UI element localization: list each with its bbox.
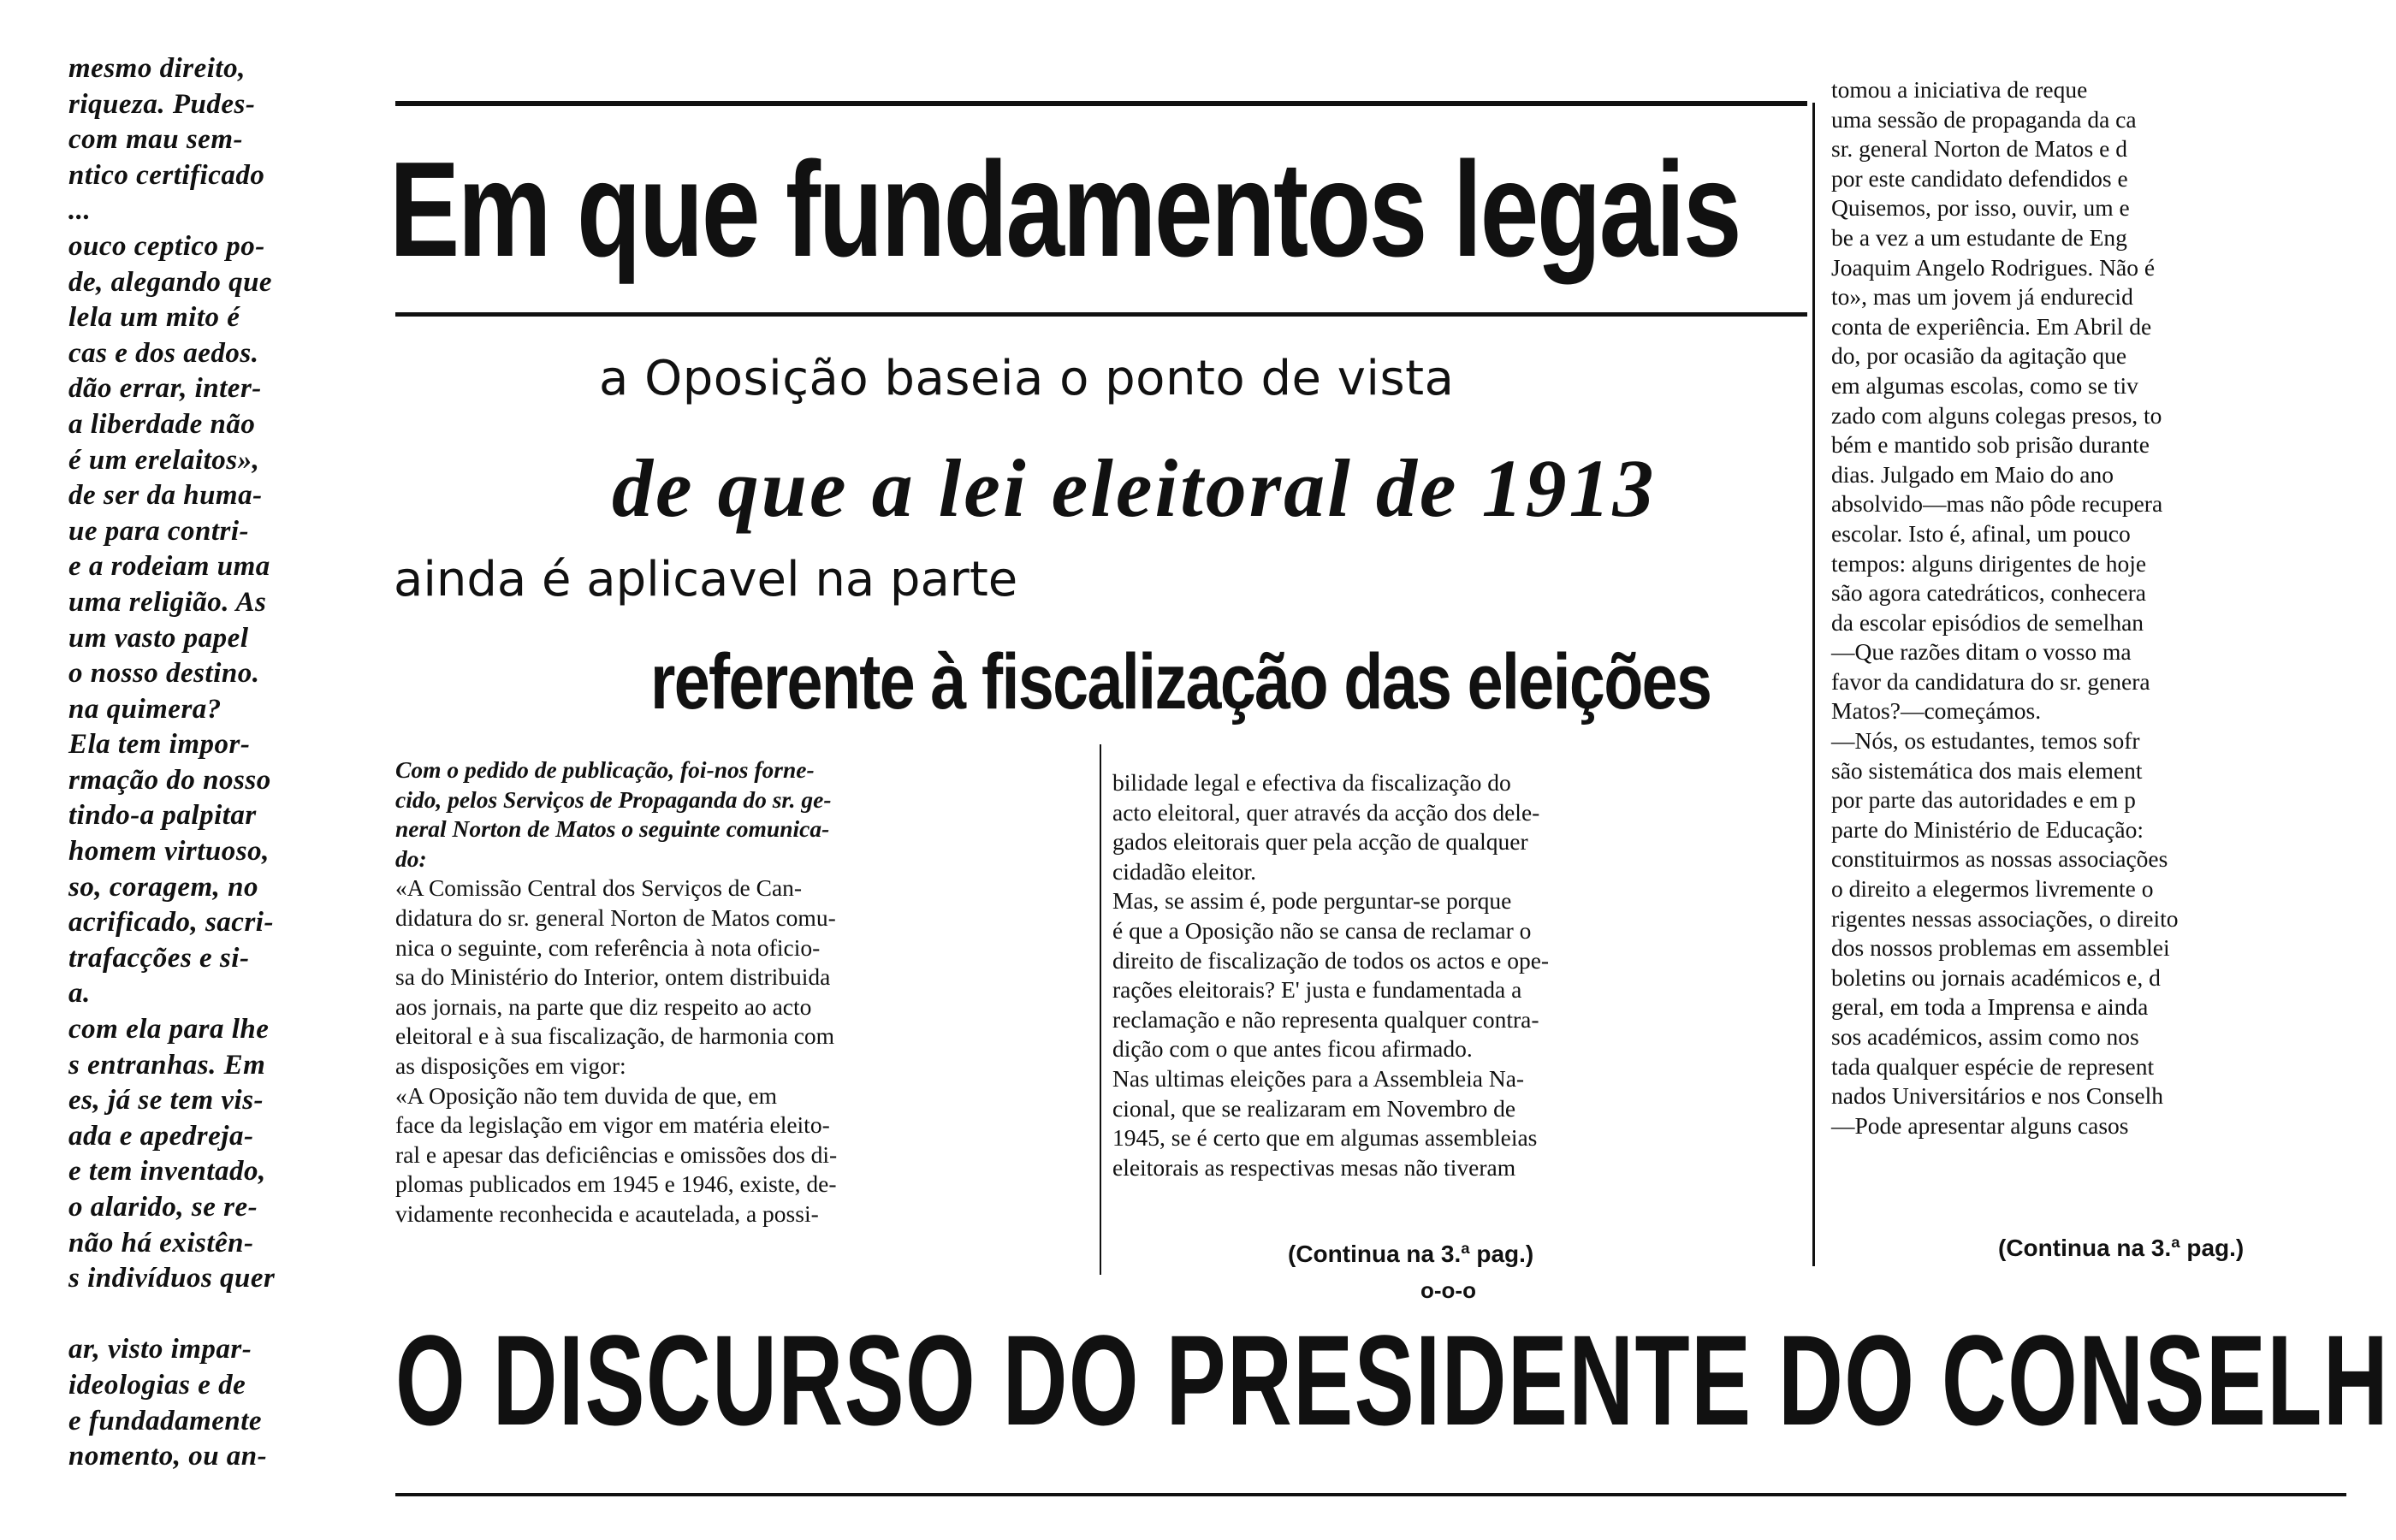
article-line: vidamente reconhecida e acautelada, a possi- — [395, 1199, 819, 1227]
left-column-line: é um erelaitos», — [68, 444, 260, 476]
right-column-line: be a vez a um estudante de Eng — [1831, 223, 2127, 251]
right-column-line: da escolar episódios de semelhan — [1831, 608, 2144, 636]
left-column-line: de ser da huma- — [68, 480, 263, 512]
article-line: eleitorais as respectivas mesas não tiveram — [1112, 1153, 1516, 1181]
continues-label-center: (Continua na 3.ª pag.) — [1288, 1241, 1534, 1267]
article-line: gados eleitorais quer pela acção de qualquer — [1112, 828, 1528, 856]
article-body-a — [395, 874, 1093, 1229]
intro-line: neral Norton de Matos o seguinte comunica- — [395, 815, 830, 843]
deck-line-3: ainda é aplicavel na parte — [394, 552, 1018, 607]
left-column-line: homem virtuoso, — [68, 836, 270, 868]
right-column-line: dias. Julgado em Maio do ano — [1831, 460, 2114, 488]
right-column-line: escolar. Isto é, afinal, um pouco — [1831, 519, 2131, 547]
article-line: nica o seguinte, com referência à nota oficio- — [395, 933, 821, 961]
left-column-line: ntico certificado — [68, 159, 265, 191]
left-column-line: e tem inventado, — [68, 1156, 266, 1188]
left-column-line: a. — [68, 978, 91, 1010]
left-column-line: ouco ceptico po- — [68, 230, 265, 262]
article-line: direito de fiscalização de todos os actos e ope- — [1112, 946, 1550, 974]
article-line: rações eleitorais? E' justa e fundamentada a — [1112, 976, 1522, 1004]
right-column-line: absolvido—mas não pôde recupera — [1831, 490, 2163, 518]
left-column-line: de, alegando que — [68, 266, 273, 298]
article-line: aos jornais, na parte que diz respeito ao acto — [395, 992, 812, 1020]
right-column-line: tempos: alguns dirigentes de hoje — [1831, 549, 2147, 577]
right-column-line: constituirmos as nossas associações — [1831, 845, 2168, 873]
right-column-line: dos nossos problemas em assemblei — [1831, 934, 2170, 962]
left-column-line: o nosso destino. — [68, 658, 260, 690]
article-line: reclamação e não representa qualquer contra- — [1112, 1005, 1539, 1033]
article-line: 1945, se é certo que em algumas assembleias — [1112, 1124, 1538, 1152]
headline-underline-rule — [395, 312, 1807, 317]
left-column-line: uma religião. As — [68, 586, 267, 618]
article-line: plomas publicados em 1945 e 1946, existe, de- — [395, 1170, 837, 1198]
right-column-line: geral, em toda a Imprensa e ainda — [1831, 993, 2149, 1021]
right-column-line: uma sessão de propaganda da ca — [1831, 105, 2137, 133]
right-column-line: conta de experiência. Em Abril de — [1831, 312, 2152, 340]
article-line: as disposições em vigor: — [395, 1051, 626, 1079]
article-intro — [395, 755, 1093, 874]
right-column-line: rigentes nessas associações, o direito — [1831, 904, 2179, 932]
left-column-line: lela um mito é — [68, 302, 240, 334]
right-column-line: Matos?—começámos. — [1831, 697, 2042, 725]
article-line: ral e apesar das deficiências e omissões dos di- — [395, 1140, 838, 1168]
right-column-line: tomou a iniciativa de reque — [1831, 76, 2088, 103]
bottom-headline: O DISCURSO DO PRESIDENTE DO CONSELH — [395, 1308, 2390, 1452]
right-column-line: são sistemática dos mais element — [1831, 756, 2143, 784]
right-column-line: o direito a elegermos livremente o — [1831, 875, 2154, 903]
right-column-line: to», mas um jovem já endurecid — [1831, 283, 2133, 311]
left-column-line: na quimera? — [68, 693, 222, 725]
right-column-line: do, por ocasião da agitação que — [1831, 342, 2127, 370]
left-column-line: um vasto papel — [68, 622, 249, 654]
left-column-line: com ela para lhe — [68, 1014, 270, 1045]
right-column-line: boletins ou jornais académicos e, d — [1831, 963, 2161, 991]
right-column-line: são agora catedráticos, conhecera — [1831, 579, 2146, 607]
left-column-line: ... — [68, 195, 92, 227]
right-column-line: —Nós, os estudantes, temos sofr — [1831, 727, 2140, 755]
right-column-line: zado com alguns colegas presos, to — [1831, 401, 2162, 429]
left-column-line: s entranhas. Em — [68, 1049, 266, 1081]
deck-line-4: referente à fiscalização das eleições — [650, 638, 1711, 726]
article-line: «A Comissão Central dos Serviços de Can- — [395, 874, 803, 902]
left-column-line: so, coragem, no — [68, 871, 258, 903]
left-column-line: ar, visto impar- — [68, 1334, 252, 1365]
right-column-line: por este candidato defendidos e — [1831, 164, 2128, 192]
deck-line-1: a Oposição baseia o ponto de vista — [599, 351, 1455, 406]
right-column-line: favor da candidatura do sr. genera — [1831, 667, 2150, 695]
intro-line: cido, pelos Serviços de Propaganda do sr. ge- — [395, 785, 832, 813]
left-column-line — [68, 1297, 377, 1333]
article-line: eleitoral e à sua fiscalização, de harmonia com — [395, 1022, 835, 1050]
article-line: Nas ultimas eleições para a Assembleia Na- — [1112, 1064, 1525, 1092]
left-column-line: a liberdade não — [68, 408, 256, 440]
column-divider-center — [1100, 744, 1101, 1275]
section-separator: o-o-o — [1420, 1277, 1476, 1303]
right-column-line: sr. general Norton de Matos e d — [1831, 135, 2127, 163]
left-column-line: acrificado, sacri- — [68, 907, 274, 939]
left-column-line: s indivíduos quer — [68, 1263, 276, 1294]
left-column-line: mesmo direito, — [68, 53, 246, 84]
left-column-line: tindo-a palpitar — [68, 800, 257, 832]
continues-label-right: (Continua na 3.ª pag.) — [1998, 1235, 2245, 1261]
deck-line-2: de que a lei eleitoral de 1913 — [612, 442, 1657, 534]
left-column-text — [68, 51, 377, 1506]
article-line: cidadão eleitor. — [1112, 857, 1256, 885]
left-column-line: ue para contri- — [68, 515, 250, 547]
right-column-line: sos académicos, assim como nos — [1831, 1023, 2139, 1050]
right-column-line: parte do Ministério de Educação: — [1831, 815, 2144, 843]
bottom-rule — [395, 1493, 2346, 1496]
article-line: face da legislação em vigor em matéria eleito- — [395, 1111, 830, 1139]
top-rule — [395, 101, 1807, 106]
right-column-line: —Que razões ditam o vosso ma — [1831, 638, 2132, 666]
left-column-line: com mau sem- — [68, 124, 243, 156]
intro-line: do: — [395, 844, 427, 872]
right-column-line: por parte das autoridades e em p — [1831, 786, 2136, 814]
left-column-line: ideologias e de — [68, 1369, 246, 1401]
article-line: cional, que se realizaram em Novembro de — [1112, 1094, 1516, 1122]
left-column-line: Ela tem impor- — [68, 729, 251, 761]
left-column-line: dão errar, inter- — [68, 373, 262, 405]
left-column-line: ada e apedreja- — [68, 1120, 254, 1152]
right-column-line: Joaquim Angelo Rodrigues. Não é — [1831, 253, 2156, 281]
left-column-line: cas e dos aedos. — [68, 337, 259, 369]
left-column-line: riqueza. Pudes- — [68, 88, 256, 120]
right-column-line: em algumas escolas, como se tiv — [1831, 371, 2138, 399]
left-column-line: es, já se tem vis- — [68, 1085, 264, 1116]
article-line: acto eleitoral, quer através da acção dos dele- — [1112, 798, 1540, 826]
article-line: Mas, se assim é, pode perguntar-se porque — [1112, 887, 1512, 915]
intro-line: Com o pedido de publicação, foi-nos forne- — [395, 756, 815, 783]
left-column-line: não há existên- — [68, 1227, 254, 1259]
right-column-line: tada qualquer espécie de represent — [1831, 1052, 2155, 1080]
article-column-b — [1112, 768, 1823, 1205]
right-column-text — [1831, 75, 2345, 1273]
right-column-line: —Pode apresentar alguns casos — [1831, 1111, 2129, 1139]
left-column-line: nomento, ou an- — [68, 1441, 268, 1472]
right-column-line: nados Universitários e nos Conselh — [1831, 1082, 2164, 1110]
article-line: bilidade legal e efectiva da fiscalização do — [1112, 769, 1511, 796]
left-column-line: o alarido, se re- — [68, 1192, 258, 1223]
left-column-line: rmação do nosso — [68, 764, 271, 796]
right-column-line: bém e mantido sob prisão durante — [1831, 431, 2150, 459]
article-column-a — [395, 755, 1093, 1303]
right-column-line: Quisemos, por isso, ouvir, um e — [1831, 194, 2130, 222]
article-line: «A Oposição não tem duvida de que, em — [395, 1081, 778, 1109]
article-line: dição com o que antes ficou afirmado. — [1112, 1035, 1473, 1063]
article-line: didatura do sr. general Norton de Matos comu- — [395, 903, 836, 931]
article-line: sa do Ministério do Interior, ontem distribuida — [395, 963, 831, 991]
main-headline: Em que fundamentos legais — [389, 134, 1741, 285]
article-line: é que a Oposição não se cansa de reclamar o — [1112, 916, 1532, 944]
left-column-line: e a rodeiam uma — [68, 551, 270, 583]
left-column-line: trafacções e si- — [68, 942, 250, 974]
left-column-line: e fundadamente — [68, 1405, 263, 1436]
